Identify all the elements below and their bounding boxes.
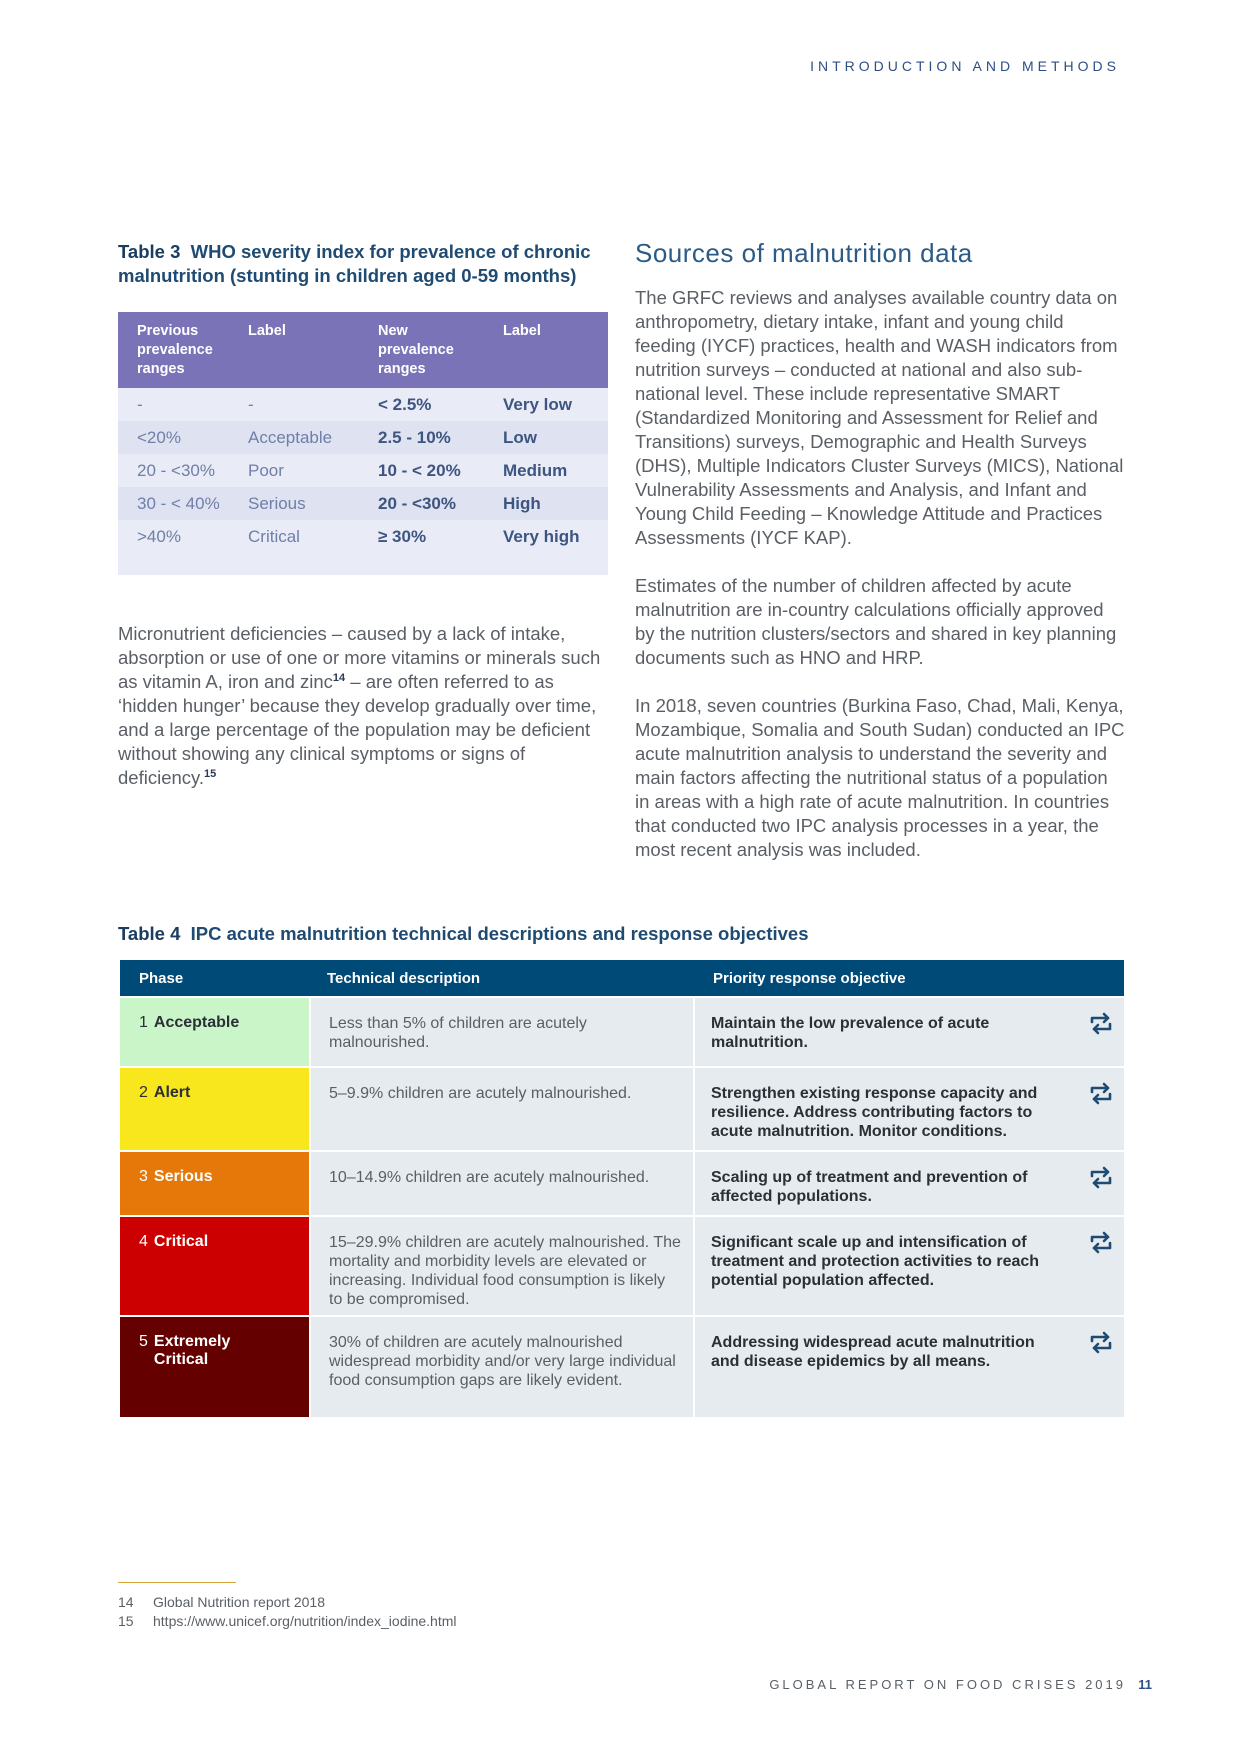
response-objective	[695, 1152, 1124, 1215]
table4-title: IPC acute malnutrition technical descriptions and response objectives	[190, 923, 809, 944]
table-cell: Poor	[248, 461, 284, 480]
table-cell: -	[137, 395, 143, 414]
table3-title-line2: malnutrition (stunting in children aged 0-59 months)	[118, 265, 577, 286]
response-arrows-icon	[1088, 1080, 1114, 1106]
phase-label: Extremely Critical	[153, 1333, 231, 1368]
micronutrient-text: – are often referred to as ‘hidden hunger’ because they develop gradually over time, and a large percentage of the population may be deficient without showing any clinical symptoms or signs of deficiency.	[118, 671, 597, 788]
footnote-divider	[118, 1582, 236, 1583]
table4-body	[120, 996, 1124, 1417]
table3-caption	[118, 240, 618, 288]
micronutrient-paragraph	[118, 622, 608, 790]
phase-number: 4	[139, 1233, 148, 1250]
phase-number: 2	[139, 1084, 148, 1101]
table4-number: Table 4	[118, 923, 181, 944]
phase-cell	[120, 1217, 309, 1315]
table3-header-label: Label	[248, 323, 286, 339]
table-cell: Very low	[503, 395, 572, 414]
ipc-malnutrition-table	[120, 960, 1124, 1417]
page-number: 11	[1138, 1677, 1152, 1692]
technical-description: Less than 5% of children are acutely malnourished.	[311, 998, 693, 1066]
table-row	[118, 487, 608, 520]
table4-header	[120, 960, 1124, 996]
response-arrows-icon	[1088, 1164, 1114, 1190]
response-objective	[695, 998, 1124, 1066]
phase-number: 3	[139, 1168, 148, 1185]
response-arrows-icon	[1088, 1010, 1114, 1036]
phase-number: 5	[139, 1333, 148, 1350]
response-objective	[695, 1068, 1124, 1150]
table4-header-description: Technical description	[327, 970, 481, 987]
phase-label: Alert	[153, 1084, 191, 1101]
phase-cell	[120, 1068, 309, 1150]
table3-header-label-new: Label	[503, 323, 541, 339]
table-cell: Serious	[248, 494, 306, 513]
table-cell: 20 - <30%	[378, 494, 456, 513]
footnote-ref: 14	[332, 671, 346, 684]
table-cell: < 2.5%	[378, 395, 432, 414]
response-objective-text: Significant scale up and intensification of treatment and protection activities to reach potential population affected.	[711, 1234, 1040, 1289]
table4-caption	[118, 922, 809, 946]
table-cell: -	[248, 395, 254, 414]
footnote-number: 14	[118, 1594, 134, 1610]
table-row	[120, 996, 1124, 1066]
table-cell: Low	[503, 428, 537, 447]
table4-header-objective: Priority response objective	[713, 970, 906, 987]
sources-paragraph-1: The GRFC reviews and analyses available country data on anthropometry, dietary intake, infant and young child feeding (IYCF) practices, health and WASH indicators from nutrition surveys – conducted at national and also sub-national level. These include representative SMART (Standardized Monitoring and Assessment for Relief and Transitions) surveys, Demographic and Health Surveys (DHS), Multiple Indicators Cluster Surveys (MICS), National Vulnerability Assessments and Analysis, and Infant and Young Child Feeding – Knowledge Attitude and Practices Assessments (IYCF KAP).	[635, 287, 1124, 548]
phase-label: Critical	[153, 1233, 209, 1250]
phase-cell	[120, 998, 309, 1066]
table-row	[120, 1315, 1124, 1417]
technical-description: 15–29.9% children are acutely malnourished. The mortality and morbidity levels are elevated or increasing. Individual food consumption is likely to be compromised.	[311, 1217, 693, 1315]
sources-paragraph-2: Estimates of the number of children affected by acute malnutrition are in-country calculations officially approved by the nutrition clusters/sectors and shared in key planning documents such as HNO and HRP.	[635, 575, 1117, 668]
response-objective-text: Maintain the low prevalence of acute malnutrition.	[711, 1015, 990, 1051]
phase-cell	[120, 1152, 309, 1215]
table3-header-new-ranges: New prevalence ranges	[378, 323, 454, 377]
phase-number: 1	[139, 1014, 148, 1031]
response-objective-text: Scaling up of treatment and prevention of affected populations.	[711, 1169, 1028, 1205]
response-objective	[695, 1217, 1124, 1315]
table4-header-phase: Phase	[139, 970, 184, 987]
response-objective-text: Strengthen existing response capacity and resilience. Address contributing factors to acute malnutrition. Monitor conditions.	[711, 1085, 1038, 1140]
table3-number: Table 3	[118, 241, 181, 262]
response-objective	[695, 1317, 1124, 1417]
footnote-ref: 15	[204, 767, 217, 780]
who-severity-table	[118, 312, 608, 575]
response-arrows-icon	[1088, 1329, 1114, 1355]
sources-paragraph-3: In 2018, seven countries (Burkina Faso, Chad, Mali, Kenya, Mozambique, Somalia and South Sudan) conducted an IPC acute malnutrition analysis to understand the severity and main factors affecting the nutritional status of a population in areas with a high rate of acute malnutrition. In countries that conducted two IPC analysis processes in a year, the most recent analysis was included.	[635, 695, 1125, 860]
table-cell: >40%	[137, 527, 181, 546]
table-cell: <20%	[137, 428, 181, 447]
footnote-link: https://www.unicef.org/nutrition/index_iodine.html	[153, 1613, 457, 1629]
table-row	[118, 421, 608, 454]
phase-cell	[120, 1317, 309, 1417]
table-row	[120, 1066, 1124, 1150]
table-cell: 10 - < 20%	[378, 461, 461, 480]
section-heading: Sources of malnutrition data	[635, 238, 973, 268]
table-cell: Very high	[503, 527, 580, 546]
response-objective-text: Addressing widespread acute malnutrition and disease epidemics by all means.	[711, 1334, 1035, 1370]
technical-description: 5–9.9% children are acutely malnourished.	[311, 1068, 693, 1150]
technical-description: 30% of children are acutely malnourished widespread morbidity and/or very large individual food consumption gaps are likely evident.	[311, 1317, 693, 1417]
running-head: INTRODUCTION AND METHODS	[810, 58, 1120, 74]
table3-header	[118, 312, 608, 388]
table-cell: Medium	[503, 461, 568, 480]
footnote-text: Global Nutrition report 2018	[153, 1594, 325, 1610]
table-cell: Critical	[248, 527, 300, 546]
table-cell: High	[503, 494, 541, 513]
technical-description: 10–14.9% children are acutely malnourished.	[311, 1152, 693, 1215]
response-arrows-icon	[1088, 1229, 1114, 1255]
phase-label: Serious	[153, 1168, 213, 1185]
table-row	[120, 1215, 1124, 1315]
footnote-15	[118, 1613, 457, 1629]
footnote-14	[118, 1594, 325, 1610]
footer-title: GLOBAL REPORT ON FOOD CRISES 2019	[769, 1677, 1126, 1692]
micronutrient-text: Micronutrient deficiencies – caused by a lack of intake, absorption or use of one or more vitamins or minerals such as vitamin A, iron and zinc	[118, 623, 601, 692]
table-cell: 30 - < 40%	[137, 494, 220, 513]
table-row	[118, 520, 608, 553]
table-cell: 2.5 - 10%	[378, 428, 451, 447]
table-cell: 20 - <30%	[137, 461, 215, 480]
table-row	[120, 1150, 1124, 1215]
footnote-number: 15	[118, 1613, 134, 1629]
table3-header-prev-ranges: Previous prevalence ranges	[137, 323, 213, 377]
table-cell: ≥ 30%	[378, 527, 427, 546]
phase-label: Acceptable	[153, 1014, 240, 1031]
table-cell: Acceptable	[248, 428, 333, 447]
table-row	[118, 388, 608, 421]
table3-title-line1: WHO severity index for prevalence of chronic	[190, 241, 591, 262]
table-row	[118, 454, 608, 487]
